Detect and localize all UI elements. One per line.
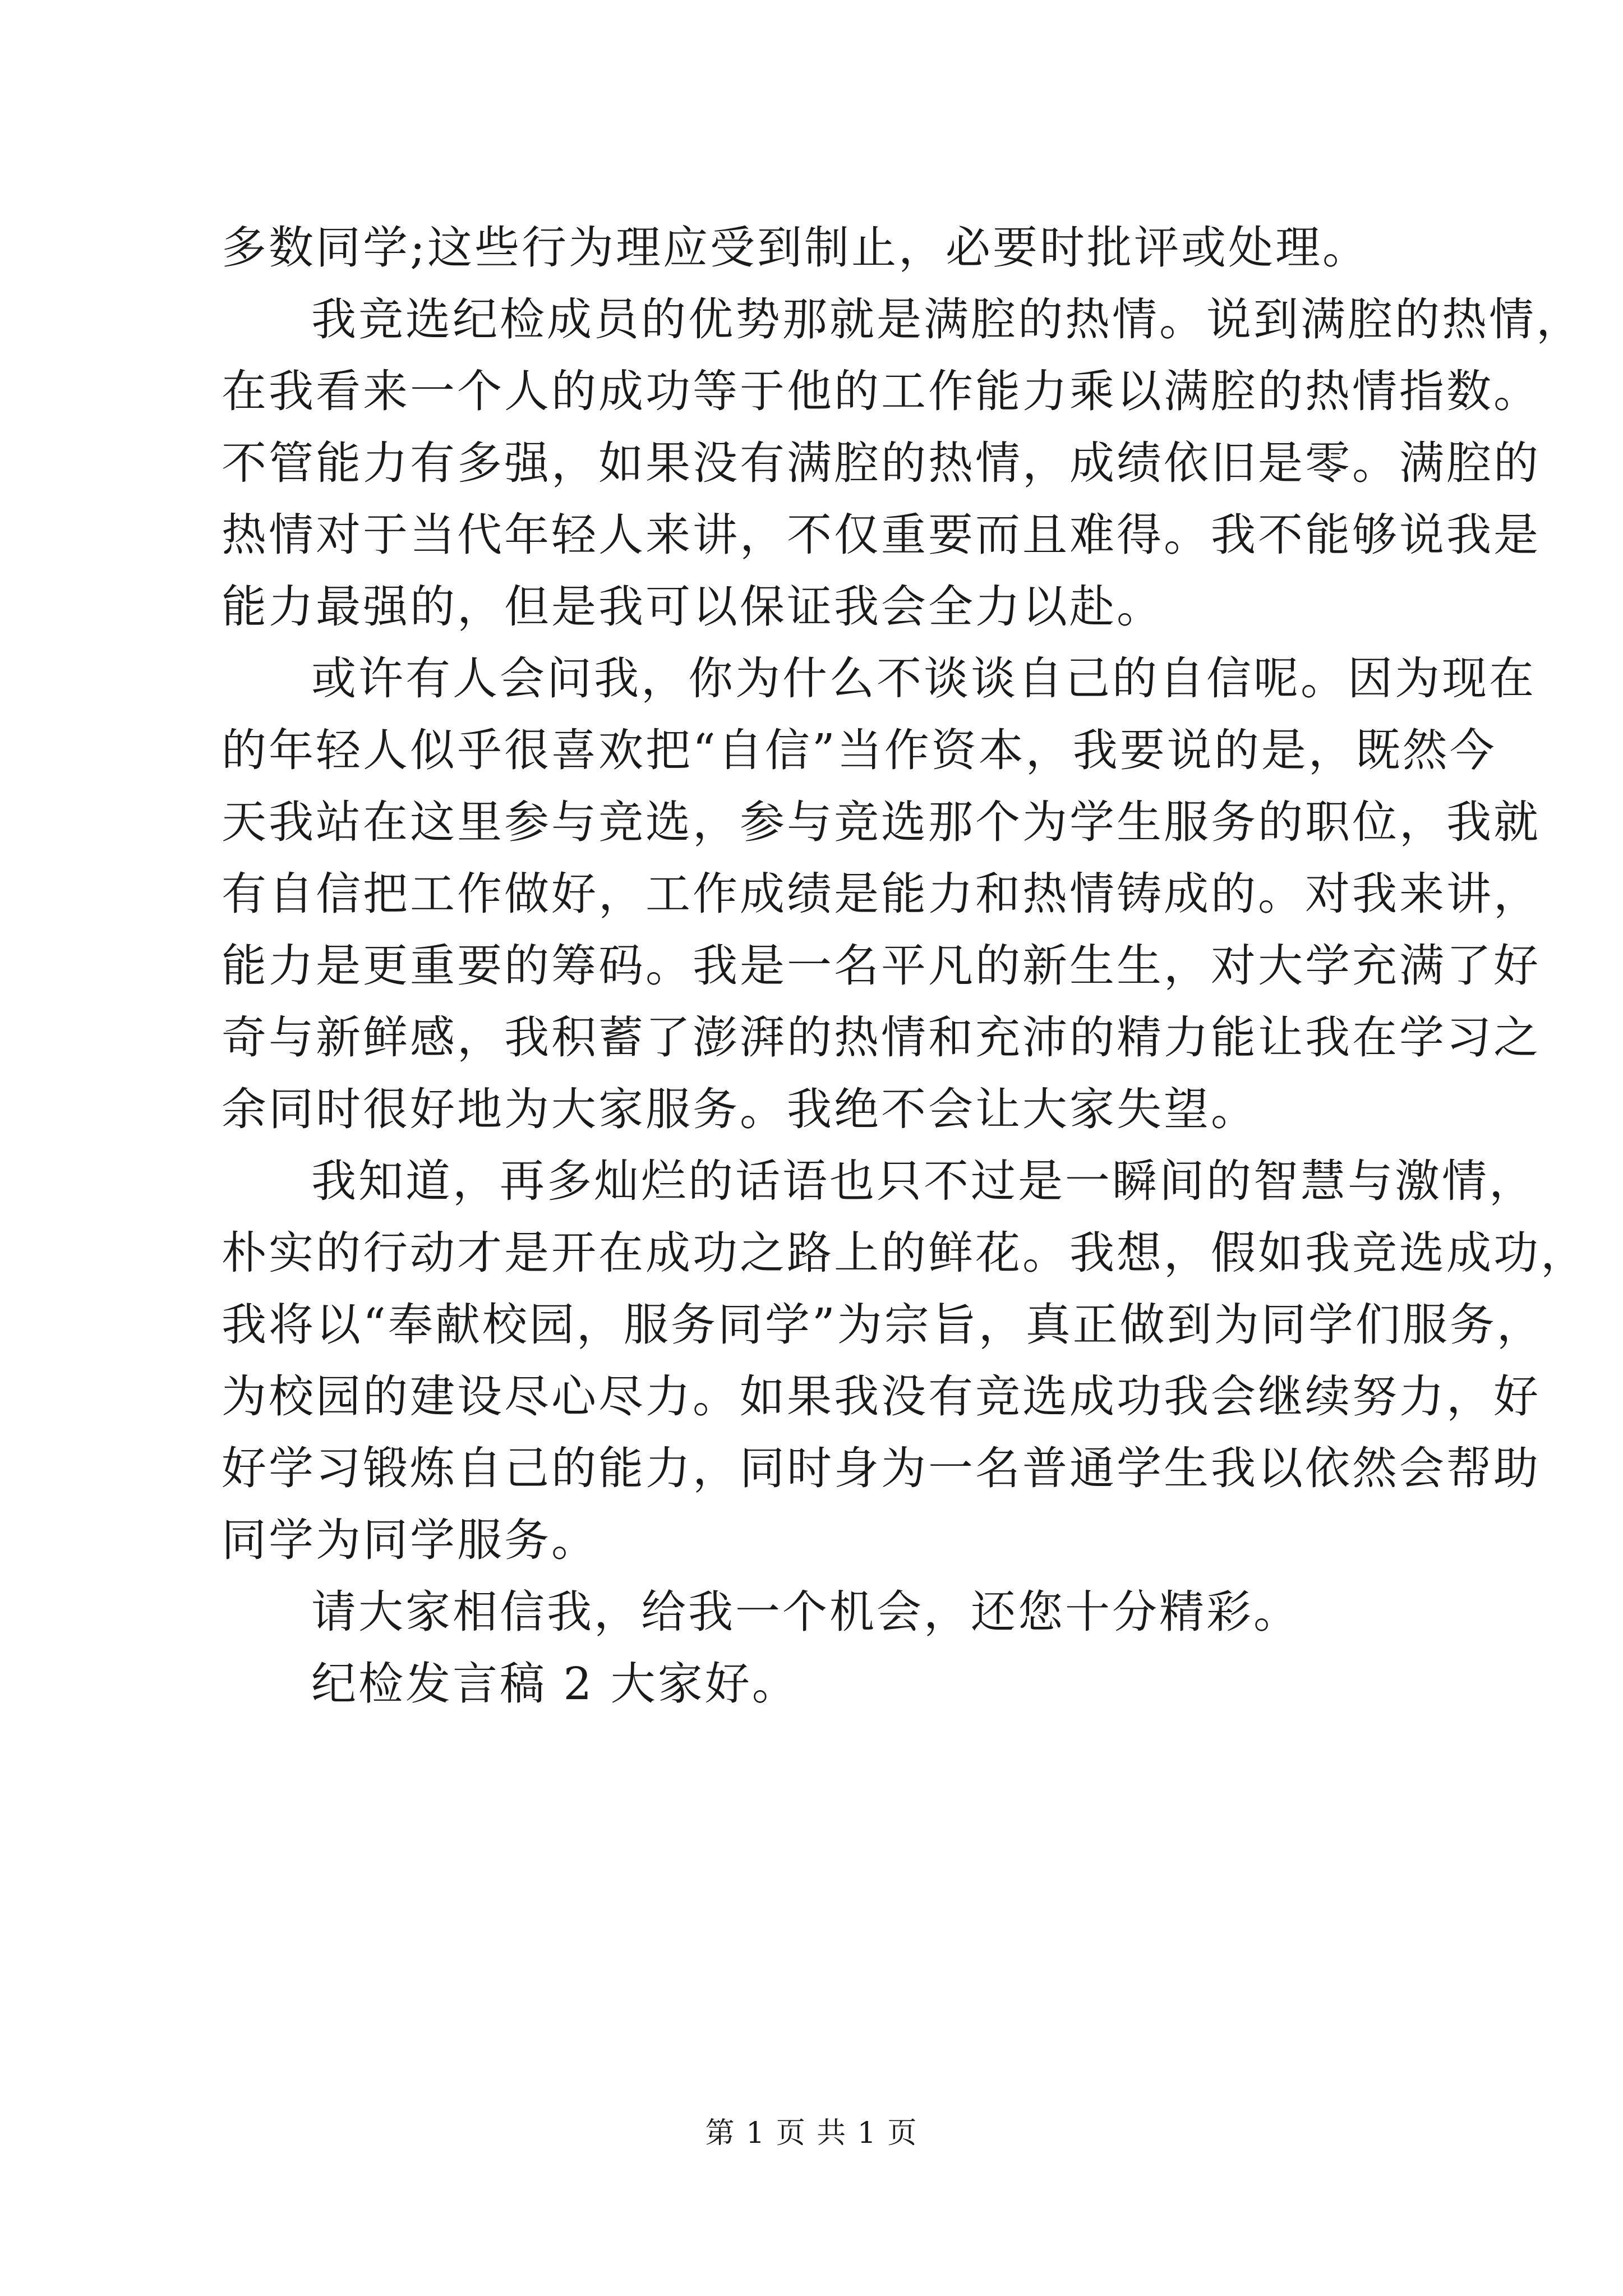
text-line: 朴实的行动才是开在成功之路上的鲜花。我想，假如我竞选成功， (222, 1227, 1588, 1279)
text-line: 的年轻人似乎很喜欢把“自信”当作资本，我要说的是，既然今 (222, 724, 1497, 776)
text-line: 能力最强的，但是我可以保证我会全力以赴。 (222, 581, 1164, 633)
text-line: 热情对于当代年轻人来讲，不仅重要而且难得。我不能够说我是 (222, 509, 1541, 561)
text-line: 能力是更重要的筹码。我是一名平凡的新生生，对大学充满了好 (222, 940, 1541, 992)
text-line: 天我站在这里参与竞选，参与竞选那个为学生服务的职位，我就 (222, 796, 1541, 848)
text-line: 不管能力有多强，如果没有满腔的热情，成绩依旧是零。满腔的 (222, 437, 1541, 489)
text-line: 或许有人会问我，你为什么不谈谈自己的自信呢。因为现在 (311, 652, 1536, 705)
text-line: 我竞选纪检成员的优势那就是满腔的热情。说到满腔的热情， (311, 293, 1583, 346)
text-line: 我知道，再多灿烂的话语也只不过是一瞬间的智慧与激情， (311, 1155, 1536, 1207)
text-line: 好学习锻炼自己的能力，同时身为一名普通学生我以依然会帮助 (222, 1442, 1541, 1494)
page-number-footer: 第 1 页 共 1 页 (705, 2116, 918, 2150)
text-line: 余同时很好地为大家服务。我绝不会让大家失望。 (222, 1083, 1258, 1135)
text-line: 奇与新鲜感，我积蓄了澎湃的热情和充沛的精力能让我在学习之 (222, 1011, 1541, 1064)
text-line: 请大家相信我，给我一个机会，还您十分精彩。 (311, 1586, 1301, 1638)
document-body (222, 212, 1588, 1720)
text-line: 在我看来一个人的成功等于他的工作能力乘以满腔的热情指数。 (222, 365, 1541, 417)
text-line: 纪检发言稿 2 大家好。 (311, 1658, 799, 1710)
text-line: 同学为同学服务。 (222, 1514, 598, 1566)
text-line: 多数同学;这些行为理应受到制止，必要时批评或处理。 (222, 222, 1370, 274)
text-line: 为校园的建设尽心尽力。如果我没有竞选成功我会继续努力，好 (222, 1370, 1541, 1423)
text-line: 有自信把工作做好，工作成绩是能力和热情铸成的。对我来讲， (222, 868, 1541, 920)
text-line: 我将以“奉献校园，服务同学”为宗旨，真正做到为同学们服务， (222, 1299, 1544, 1351)
